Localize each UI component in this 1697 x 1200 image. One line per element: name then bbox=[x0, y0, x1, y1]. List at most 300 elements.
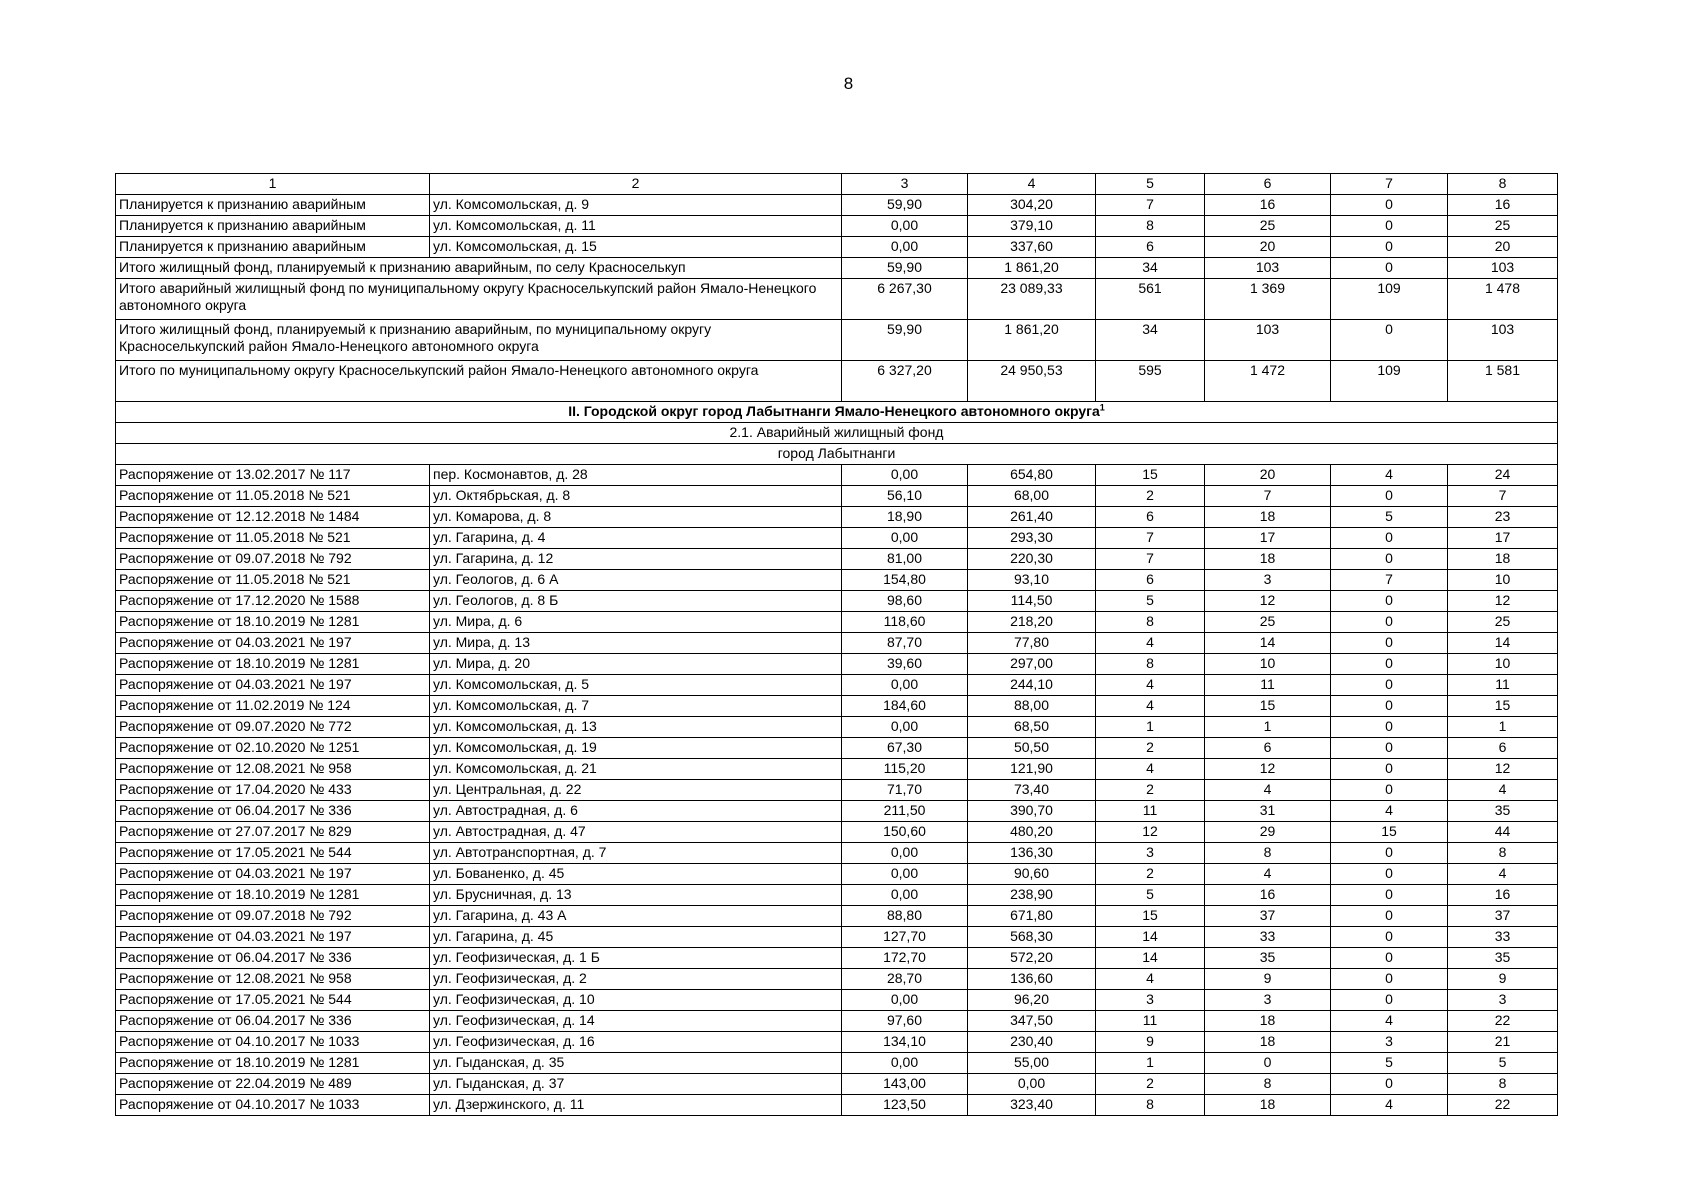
address-cell: ул. Комсомольская, д. 11 bbox=[430, 216, 842, 237]
value-cell-col3: 184,60 bbox=[842, 696, 968, 717]
value-cell-col3: 118,60 bbox=[842, 612, 968, 633]
total-value-col8: 1 478 bbox=[1448, 279, 1558, 320]
value-cell-col6: 29 bbox=[1205, 822, 1331, 843]
table-row bbox=[116, 717, 1558, 738]
total-value-col3: 59,90 bbox=[842, 320, 968, 361]
column-number-5: 5 bbox=[1096, 174, 1205, 195]
value-cell-col6: 25 bbox=[1205, 216, 1331, 237]
value-cell-col7: 0 bbox=[1331, 633, 1448, 654]
table-row bbox=[116, 1074, 1558, 1095]
value-cell-col6: 3 bbox=[1205, 990, 1331, 1011]
value-cell-col5: 8 bbox=[1096, 1095, 1205, 1116]
value-cell-col6: 3 bbox=[1205, 570, 1331, 591]
value-cell-col4: 379,10 bbox=[968, 216, 1096, 237]
value-cell-col5: 6 bbox=[1096, 237, 1205, 258]
column-number-3: 3 bbox=[842, 174, 968, 195]
value-cell-col5: 2 bbox=[1096, 780, 1205, 801]
value-cell-col4: 55,00 bbox=[968, 1053, 1096, 1074]
table-row bbox=[116, 696, 1558, 717]
value-cell-col3: 211,50 bbox=[842, 801, 968, 822]
table-row bbox=[116, 465, 1558, 486]
total-value-col3: 59,90 bbox=[842, 258, 968, 279]
basis-cell: Распоряжение от 27.07.2017 № 829 bbox=[116, 822, 430, 843]
total-value-col7: 0 bbox=[1331, 258, 1448, 279]
value-cell-col4: 671,80 bbox=[968, 906, 1096, 927]
basis-cell: Распоряжение от 04.03.2021 № 197 bbox=[116, 864, 430, 885]
address-cell: ул. Гыданская, д. 37 bbox=[430, 1074, 842, 1095]
basis-cell: Распоряжение от 18.10.2019 № 1281 bbox=[116, 612, 430, 633]
value-cell-col8: 8 bbox=[1448, 843, 1558, 864]
value-cell-col8: 16 bbox=[1448, 885, 1558, 906]
value-cell-col3: 0,00 bbox=[842, 1053, 968, 1074]
address-cell: ул. Автострадная, д. 6 bbox=[430, 801, 842, 822]
table-row bbox=[116, 1095, 1558, 1116]
value-cell-col5: 6 bbox=[1096, 507, 1205, 528]
value-cell-col3: 127,70 bbox=[842, 927, 968, 948]
address-cell: ул. Гагарина, д. 43 А bbox=[430, 906, 842, 927]
value-cell-col6: 18 bbox=[1205, 1032, 1331, 1053]
table-body bbox=[116, 174, 1558, 1116]
value-cell-col7: 0 bbox=[1331, 549, 1448, 570]
value-cell-col6: 0 bbox=[1205, 1053, 1331, 1074]
value-cell-col6: 12 bbox=[1205, 591, 1331, 612]
basis-cell: Распоряжение от 09.07.2018 № 792 bbox=[116, 549, 430, 570]
value-cell-col6: 15 bbox=[1205, 696, 1331, 717]
value-cell-col6: 17 bbox=[1205, 528, 1331, 549]
value-cell-col5: 8 bbox=[1096, 216, 1205, 237]
value-cell-col6: 8 bbox=[1205, 1074, 1331, 1095]
value-cell-col4: 304,20 bbox=[968, 195, 1096, 216]
value-cell-col5: 3 bbox=[1096, 843, 1205, 864]
value-cell-col7: 0 bbox=[1331, 237, 1448, 258]
total-value-col5: 595 bbox=[1096, 361, 1205, 402]
value-cell-col3: 0,00 bbox=[842, 465, 968, 486]
address-cell: ул. Геологов, д. 8 Б bbox=[430, 591, 842, 612]
total-value-col7: 0 bbox=[1331, 320, 1448, 361]
value-cell-col6: 31 bbox=[1205, 801, 1331, 822]
address-cell: ул. Мира, д. 13 bbox=[430, 633, 842, 654]
section-title-text: II. Городской округ город Лабытнанги Ямало-Ненецкого автономного округа bbox=[568, 403, 1100, 419]
value-cell-col8: 33 bbox=[1448, 927, 1558, 948]
table-row bbox=[116, 948, 1558, 969]
value-cell-col8: 8 bbox=[1448, 1074, 1558, 1095]
basis-cell: Распоряжение от 17.04.2020 № 433 bbox=[116, 780, 430, 801]
value-cell-col5: 7 bbox=[1096, 195, 1205, 216]
value-cell-col3: 39,60 bbox=[842, 654, 968, 675]
value-cell-col6: 9 bbox=[1205, 969, 1331, 990]
basis-cell: Распоряжение от 04.03.2021 № 197 bbox=[116, 675, 430, 696]
value-cell-col4: 293,30 bbox=[968, 528, 1096, 549]
basis-cell: Планируется к признанию аварийным bbox=[116, 237, 430, 258]
value-cell-col6: 8 bbox=[1205, 843, 1331, 864]
total-label: Итого по муниципальному округу Красноселькупский район Ямало-Ненецкого автономного округа bbox=[116, 361, 842, 402]
value-cell-col5: 7 bbox=[1096, 528, 1205, 549]
total-label: Итого жилищный фонд, планируемый к признанию аварийным, по селу Красноселькуп bbox=[116, 258, 842, 279]
value-cell-col5: 11 bbox=[1096, 801, 1205, 822]
value-cell-col5: 8 bbox=[1096, 654, 1205, 675]
value-cell-col3: 150,60 bbox=[842, 822, 968, 843]
value-cell-col7: 7 bbox=[1331, 570, 1448, 591]
value-cell-col6: 25 bbox=[1205, 612, 1331, 633]
table-row bbox=[116, 549, 1558, 570]
value-cell-col8: 23 bbox=[1448, 507, 1558, 528]
table-row bbox=[116, 864, 1558, 885]
table-row bbox=[116, 654, 1558, 675]
value-cell-col7: 4 bbox=[1331, 801, 1448, 822]
value-cell-col5: 2 bbox=[1096, 738, 1205, 759]
value-cell-col3: 67,30 bbox=[842, 738, 968, 759]
value-cell-col8: 16 bbox=[1448, 195, 1558, 216]
value-cell-col5: 2 bbox=[1096, 864, 1205, 885]
total-value-col7: 109 bbox=[1331, 361, 1448, 402]
value-cell-col8: 11 bbox=[1448, 675, 1558, 696]
column-number-7: 7 bbox=[1331, 174, 1448, 195]
value-cell-col6: 20 bbox=[1205, 237, 1331, 258]
value-cell-col5: 2 bbox=[1096, 1074, 1205, 1095]
value-cell-col4: 572,20 bbox=[968, 948, 1096, 969]
value-cell-col7: 0 bbox=[1331, 864, 1448, 885]
address-cell: ул. Дзержинского, д. 11 bbox=[430, 1095, 842, 1116]
basis-cell: Распоряжение от 22.04.2019 № 489 bbox=[116, 1074, 430, 1095]
value-cell-col6: 37 bbox=[1205, 906, 1331, 927]
address-cell: ул. Автотранспортная, д. 7 bbox=[430, 843, 842, 864]
basis-cell: Распоряжение от 06.04.2017 № 336 bbox=[116, 801, 430, 822]
section-title bbox=[116, 402, 1558, 423]
value-cell-col7: 0 bbox=[1331, 654, 1448, 675]
address-cell: ул. Геофизическая, д. 2 bbox=[430, 969, 842, 990]
address-cell: ул. Автострадная, д. 47 bbox=[430, 822, 842, 843]
total-value-col8: 103 bbox=[1448, 320, 1558, 361]
basis-cell: Распоряжение от 17.05.2021 № 544 bbox=[116, 990, 430, 1011]
total-row bbox=[116, 279, 1558, 320]
value-cell-col3: 0,00 bbox=[842, 528, 968, 549]
address-cell: ул. Гагарина, д. 4 bbox=[430, 528, 842, 549]
address-cell: ул. Геофизическая, д. 10 bbox=[430, 990, 842, 1011]
page-number: 8 bbox=[843, 74, 854, 93]
value-cell-col3: 115,20 bbox=[842, 759, 968, 780]
value-cell-col6: 18 bbox=[1205, 1095, 1331, 1116]
table-row bbox=[116, 528, 1558, 549]
value-cell-col4: 244,10 bbox=[968, 675, 1096, 696]
value-cell-col3: 97,60 bbox=[842, 1011, 968, 1032]
table-row bbox=[116, 738, 1558, 759]
value-cell-col8: 25 bbox=[1448, 216, 1558, 237]
value-cell-col4: 73,40 bbox=[968, 780, 1096, 801]
value-cell-col6: 7 bbox=[1205, 486, 1331, 507]
value-cell-col7: 0 bbox=[1331, 885, 1448, 906]
value-cell-col5: 4 bbox=[1096, 759, 1205, 780]
table-row bbox=[116, 759, 1558, 780]
basis-cell: Распоряжение от 11.02.2019 № 124 bbox=[116, 696, 430, 717]
value-cell-col3: 0,00 bbox=[842, 990, 968, 1011]
value-cell-col8: 35 bbox=[1448, 801, 1558, 822]
value-cell-col8: 25 bbox=[1448, 612, 1558, 633]
value-cell-col6: 16 bbox=[1205, 195, 1331, 216]
housing-table bbox=[115, 173, 1558, 1116]
column-number-1: 1 bbox=[116, 174, 430, 195]
total-label: Итого жилищный фонд, планируемый к признанию аварийным, по муниципальному округу Красноселькупский район Ямало-Ненецкого автономного округа bbox=[116, 320, 842, 361]
section-header-row bbox=[116, 402, 1558, 423]
value-cell-col4: 96,20 bbox=[968, 990, 1096, 1011]
value-cell-col7: 5 bbox=[1331, 1053, 1448, 1074]
value-cell-col6: 12 bbox=[1205, 759, 1331, 780]
address-cell: ул. Брусничная, д. 13 bbox=[430, 885, 842, 906]
value-cell-col8: 1 bbox=[1448, 717, 1558, 738]
city-title: город Лабытнанги bbox=[116, 444, 1558, 465]
value-cell-col7: 0 bbox=[1331, 948, 1448, 969]
total-row bbox=[116, 361, 1558, 402]
value-cell-col7: 0 bbox=[1331, 780, 1448, 801]
value-cell-col5: 15 bbox=[1096, 465, 1205, 486]
value-cell-col4: 261,40 bbox=[968, 507, 1096, 528]
value-cell-col3: 71,70 bbox=[842, 780, 968, 801]
value-cell-col6: 4 bbox=[1205, 864, 1331, 885]
value-cell-col3: 28,70 bbox=[842, 969, 968, 990]
address-cell: ул. Центральная, д. 22 bbox=[430, 780, 842, 801]
value-cell-col3: 59,90 bbox=[842, 195, 968, 216]
value-cell-col7: 0 bbox=[1331, 1074, 1448, 1095]
value-cell-col4: 114,50 bbox=[968, 591, 1096, 612]
value-cell-col3: 0,00 bbox=[842, 216, 968, 237]
total-value-col4: 1 861,20 bbox=[968, 320, 1096, 361]
total-value-col3: 6 327,20 bbox=[842, 361, 968, 402]
value-cell-col3: 0,00 bbox=[842, 885, 968, 906]
value-cell-col6: 18 bbox=[1205, 549, 1331, 570]
value-cell-col4: 238,90 bbox=[968, 885, 1096, 906]
total-value-col6: 1 369 bbox=[1205, 279, 1331, 320]
basis-cell: Распоряжение от 09.07.2020 № 772 bbox=[116, 717, 430, 738]
value-cell-col5: 14 bbox=[1096, 927, 1205, 948]
value-cell-col8: 24 bbox=[1448, 465, 1558, 486]
value-cell-col4: 136,30 bbox=[968, 843, 1096, 864]
value-cell-col8: 4 bbox=[1448, 780, 1558, 801]
value-cell-col8: 22 bbox=[1448, 1095, 1558, 1116]
table-row bbox=[116, 1032, 1558, 1053]
total-value-col8: 103 bbox=[1448, 258, 1558, 279]
basis-cell: Распоряжение от 12.08.2021 № 958 bbox=[116, 969, 430, 990]
table-row bbox=[116, 486, 1558, 507]
address-cell: пер. Космонавтов, д. 28 bbox=[430, 465, 842, 486]
value-cell-col6: 11 bbox=[1205, 675, 1331, 696]
value-cell-col3: 0,00 bbox=[842, 843, 968, 864]
address-cell: ул. Комсомольская, д. 21 bbox=[430, 759, 842, 780]
address-cell: ул. Комсомольская, д. 9 bbox=[430, 195, 842, 216]
address-cell: ул. Октябрьская, д. 8 bbox=[430, 486, 842, 507]
value-cell-col8: 17 bbox=[1448, 528, 1558, 549]
value-cell-col5: 11 bbox=[1096, 1011, 1205, 1032]
value-cell-col5: 4 bbox=[1096, 675, 1205, 696]
value-cell-col5: 4 bbox=[1096, 969, 1205, 990]
table-row bbox=[116, 1053, 1558, 1074]
value-cell-col3: 0,00 bbox=[842, 237, 968, 258]
value-cell-col7: 0 bbox=[1331, 528, 1448, 549]
total-value-col4: 24 950,53 bbox=[968, 361, 1096, 402]
total-value-col8: 1 581 bbox=[1448, 361, 1558, 402]
total-value-col5: 561 bbox=[1096, 279, 1205, 320]
basis-cell: Распоряжение от 12.08.2021 № 958 bbox=[116, 759, 430, 780]
value-cell-col4: 568,30 bbox=[968, 927, 1096, 948]
value-cell-col5: 4 bbox=[1096, 696, 1205, 717]
value-cell-col6: 4 bbox=[1205, 780, 1331, 801]
address-cell: ул. Бованенко, д. 45 bbox=[430, 864, 842, 885]
value-cell-col4: 50,50 bbox=[968, 738, 1096, 759]
value-cell-col8: 12 bbox=[1448, 591, 1558, 612]
basis-cell: Распоряжение от 11.05.2018 № 521 bbox=[116, 570, 430, 591]
value-cell-col4: 220,30 bbox=[968, 549, 1096, 570]
value-cell-col6: 33 bbox=[1205, 927, 1331, 948]
address-cell: ул. Комсомольская, д. 5 bbox=[430, 675, 842, 696]
value-cell-col5: 15 bbox=[1096, 906, 1205, 927]
value-cell-col6: 1 bbox=[1205, 717, 1331, 738]
value-cell-col7: 0 bbox=[1331, 759, 1448, 780]
basis-cell: Распоряжение от 11.05.2018 № 521 bbox=[116, 528, 430, 549]
value-cell-col7: 0 bbox=[1331, 195, 1448, 216]
value-cell-col8: 9 bbox=[1448, 969, 1558, 990]
value-cell-col6: 35 bbox=[1205, 948, 1331, 969]
table-row bbox=[116, 801, 1558, 822]
subsection-header-row bbox=[116, 423, 1558, 444]
value-cell-col7: 0 bbox=[1331, 738, 1448, 759]
value-cell-col3: 123,50 bbox=[842, 1095, 968, 1116]
value-cell-col7: 0 bbox=[1331, 675, 1448, 696]
total-value-col4: 23 089,33 bbox=[968, 279, 1096, 320]
basis-cell: Планируется к признанию аварийным bbox=[116, 216, 430, 237]
total-row bbox=[116, 258, 1558, 279]
table-row bbox=[116, 843, 1558, 864]
value-cell-col5: 7 bbox=[1096, 549, 1205, 570]
value-cell-col7: 4 bbox=[1331, 1011, 1448, 1032]
value-cell-col8: 7 bbox=[1448, 486, 1558, 507]
value-cell-col3: 134,10 bbox=[842, 1032, 968, 1053]
value-cell-col3: 98,60 bbox=[842, 591, 968, 612]
value-cell-col8: 44 bbox=[1448, 822, 1558, 843]
value-cell-col5: 14 bbox=[1096, 948, 1205, 969]
address-cell: ул. Комсомольская, д. 13 bbox=[430, 717, 842, 738]
value-cell-col4: 337,60 bbox=[968, 237, 1096, 258]
value-cell-col8: 10 bbox=[1448, 570, 1558, 591]
value-cell-col4: 121,90 bbox=[968, 759, 1096, 780]
table-row bbox=[116, 195, 1558, 216]
basis-cell: Распоряжение от 04.03.2021 № 197 bbox=[116, 927, 430, 948]
value-cell-col8: 20 bbox=[1448, 237, 1558, 258]
footnote-marker: 1 bbox=[1099, 402, 1105, 413]
table-row bbox=[116, 780, 1558, 801]
value-cell-col3: 88,80 bbox=[842, 906, 968, 927]
value-cell-col3: 0,00 bbox=[842, 717, 968, 738]
value-cell-col7: 0 bbox=[1331, 969, 1448, 990]
table-row bbox=[116, 570, 1558, 591]
value-cell-col6: 10 bbox=[1205, 654, 1331, 675]
basis-cell: Распоряжение от 04.10.2017 № 1033 bbox=[116, 1095, 430, 1116]
column-number-6: 6 bbox=[1205, 174, 1331, 195]
value-cell-col5: 12 bbox=[1096, 822, 1205, 843]
table-row bbox=[116, 237, 1558, 258]
basis-cell: Распоряжение от 11.05.2018 № 521 bbox=[116, 486, 430, 507]
column-number-row bbox=[116, 174, 1558, 195]
subsection-title: 2.1. Аварийный жилищный фонд bbox=[116, 423, 1558, 444]
value-cell-col5: 9 bbox=[1096, 1032, 1205, 1053]
address-cell: ул. Геологов, д. 6 А bbox=[430, 570, 842, 591]
total-value-col3: 6 267,30 bbox=[842, 279, 968, 320]
value-cell-col6: 18 bbox=[1205, 507, 1331, 528]
address-cell: ул. Геофизическая, д. 16 bbox=[430, 1032, 842, 1053]
value-cell-col7: 0 bbox=[1331, 216, 1448, 237]
value-cell-col4: 297,00 bbox=[968, 654, 1096, 675]
value-cell-col7: 0 bbox=[1331, 990, 1448, 1011]
value-cell-col5: 5 bbox=[1096, 885, 1205, 906]
basis-cell: Распоряжение от 17.12.2020 № 1588 bbox=[116, 591, 430, 612]
table-row bbox=[116, 927, 1558, 948]
value-cell-col4: 68,00 bbox=[968, 486, 1096, 507]
value-cell-col3: 154,80 bbox=[842, 570, 968, 591]
value-cell-col7: 0 bbox=[1331, 843, 1448, 864]
value-cell-col4: 323,40 bbox=[968, 1095, 1096, 1116]
value-cell-col4: 390,70 bbox=[968, 801, 1096, 822]
value-cell-col4: 480,20 bbox=[968, 822, 1096, 843]
value-cell-col7: 5 bbox=[1331, 507, 1448, 528]
table-row bbox=[116, 990, 1558, 1011]
total-value-col5: 34 bbox=[1096, 320, 1205, 361]
value-cell-col4: 93,10 bbox=[968, 570, 1096, 591]
value-cell-col3: 18,90 bbox=[842, 507, 968, 528]
value-cell-col5: 3 bbox=[1096, 990, 1205, 1011]
table-row bbox=[116, 216, 1558, 237]
address-cell: ул. Гагарина, д. 45 bbox=[430, 927, 842, 948]
total-row bbox=[116, 320, 1558, 361]
basis-cell: Распоряжение от 18.10.2019 № 1281 bbox=[116, 1053, 430, 1074]
value-cell-col5: 1 bbox=[1096, 1053, 1205, 1074]
value-cell-col8: 22 bbox=[1448, 1011, 1558, 1032]
value-cell-col6: 14 bbox=[1205, 633, 1331, 654]
value-cell-col7: 0 bbox=[1331, 696, 1448, 717]
value-cell-col3: 56,10 bbox=[842, 486, 968, 507]
total-value-col6: 103 bbox=[1205, 258, 1331, 279]
value-cell-col3: 172,70 bbox=[842, 948, 968, 969]
basis-cell: Распоряжение от 02.10.2020 № 1251 bbox=[116, 738, 430, 759]
value-cell-col8: 15 bbox=[1448, 696, 1558, 717]
value-cell-col4: 68,50 bbox=[968, 717, 1096, 738]
address-cell: ул. Комарова, д. 8 bbox=[430, 507, 842, 528]
column-number-2: 2 bbox=[430, 174, 842, 195]
value-cell-col7: 4 bbox=[1331, 465, 1448, 486]
basis-cell: Планируется к признанию аварийным bbox=[116, 195, 430, 216]
value-cell-col5: 6 bbox=[1096, 570, 1205, 591]
table-row bbox=[116, 591, 1558, 612]
value-cell-col3: 0,00 bbox=[842, 675, 968, 696]
value-cell-col7: 0 bbox=[1331, 591, 1448, 612]
value-cell-col5: 1 bbox=[1096, 717, 1205, 738]
value-cell-col6: 16 bbox=[1205, 885, 1331, 906]
total-value-col6: 103 bbox=[1205, 320, 1331, 361]
value-cell-col8: 10 bbox=[1448, 654, 1558, 675]
value-cell-col3: 81,00 bbox=[842, 549, 968, 570]
table-row bbox=[116, 969, 1558, 990]
address-cell: ул. Мира, д. 20 bbox=[430, 654, 842, 675]
address-cell: ул. Комсомольская, д. 19 bbox=[430, 738, 842, 759]
value-cell-col8: 5 bbox=[1448, 1053, 1558, 1074]
basis-cell: Распоряжение от 06.04.2017 № 336 bbox=[116, 948, 430, 969]
table-row bbox=[116, 885, 1558, 906]
address-cell: ул. Геофизическая, д. 1 Б bbox=[430, 948, 842, 969]
value-cell-col8: 4 bbox=[1448, 864, 1558, 885]
value-cell-col8: 6 bbox=[1448, 738, 1558, 759]
basis-cell: Распоряжение от 04.10.2017 № 1033 bbox=[116, 1032, 430, 1053]
value-cell-col4: 230,40 bbox=[968, 1032, 1096, 1053]
value-cell-col4: 347,50 bbox=[968, 1011, 1096, 1032]
value-cell-col5: 5 bbox=[1096, 591, 1205, 612]
table-row bbox=[116, 906, 1558, 927]
value-cell-col7: 0 bbox=[1331, 717, 1448, 738]
